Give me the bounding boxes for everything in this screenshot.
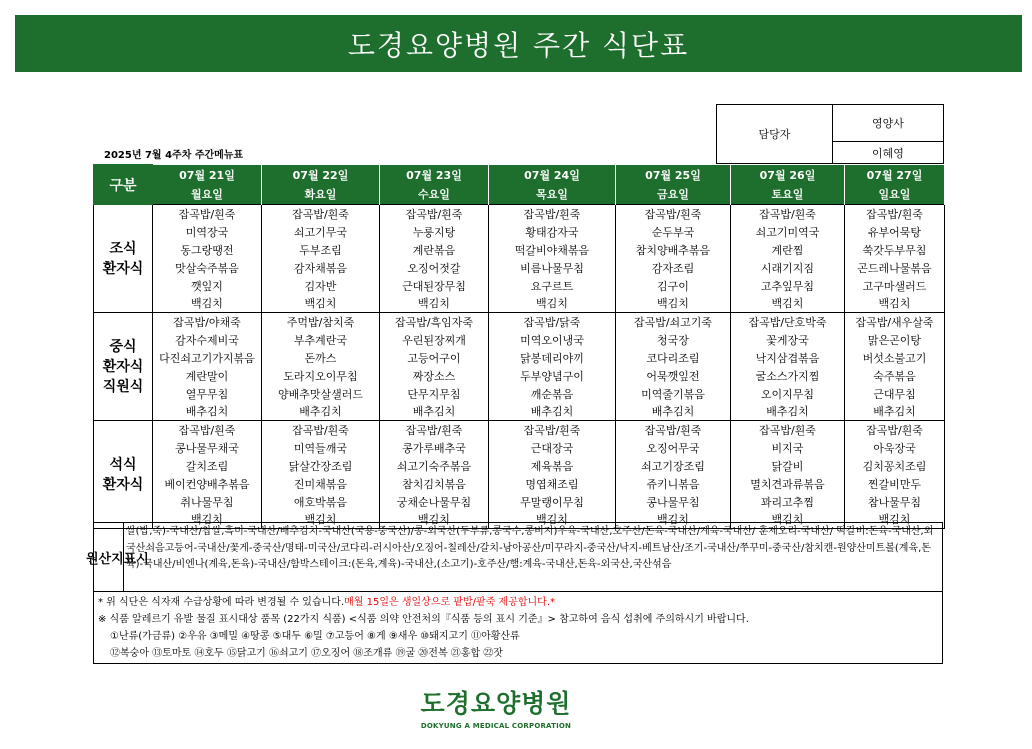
menu-item: 백김치 bbox=[153, 295, 262, 313]
menu-row bbox=[94, 259, 945, 277]
meal-label bbox=[94, 205, 153, 313]
menu-item: 꽈리고추찜 bbox=[731, 493, 845, 511]
menu-item: 비름나물무침 bbox=[489, 259, 616, 277]
date-header: 07월 25일 bbox=[616, 165, 731, 185]
menu-item: 근대장국 bbox=[489, 439, 616, 457]
menu-item: 맛살숙주볶음 bbox=[153, 259, 262, 277]
menu-item: 어묵깻잎전 bbox=[616, 367, 731, 385]
menu-item: 고구마샐러드 bbox=[845, 277, 945, 295]
menu-item: 감자수제비국 bbox=[153, 331, 262, 349]
menu-item: 잡곡밥/흰죽 bbox=[153, 421, 262, 439]
menu-item: 버섯소불고기 bbox=[845, 349, 945, 367]
menu-item: 순두부국 bbox=[616, 223, 731, 241]
date-header: 07월 23일 bbox=[380, 165, 489, 185]
menu-item: 동그랑땡전 bbox=[153, 241, 262, 259]
day-header: 일요일 bbox=[845, 185, 945, 205]
allergy-list-1: ①난류(가금류) ②우유 ③메밀 ④땅콩 ⑤대두 ⑥밀 ⑦고등어 ⑧게 ⑨새우 ⑩돼지고기 ⑪아황산류 bbox=[110, 631, 520, 642]
meal-label bbox=[94, 313, 153, 421]
menu-item: 배추김치 bbox=[845, 403, 945, 421]
meal-label-line: 석식 bbox=[109, 456, 137, 473]
menu-item: 오징어무국 bbox=[616, 439, 731, 457]
menu-item: 궁채순나물무침 bbox=[380, 493, 489, 511]
menu-item: 잡곡밥/단호박죽 bbox=[731, 313, 845, 331]
menu-item: 콩가루배추국 bbox=[380, 439, 489, 457]
origin-box bbox=[86, 522, 943, 592]
date-header: 07월 26일 bbox=[731, 165, 845, 185]
menu-item: 백김치 bbox=[731, 295, 845, 313]
menu-item: 아욱장국 bbox=[845, 439, 945, 457]
menu-item: 닭살간장조림 bbox=[262, 457, 380, 475]
menu-item: 김자반 bbox=[262, 277, 380, 295]
menu-item: 유부어묵탕 bbox=[845, 223, 945, 241]
menu-item: 콩나물무침 bbox=[616, 493, 731, 511]
menu-table bbox=[93, 164, 945, 529]
origin-text: 쌀(밥,죽)-국내산/찹쌀,흑미-국내산/배추김치-국내산(국용-중국산)/콩-외국산(두부류,콩국수,콩비지)우육-국내산,호주산/돈육-국내산/계육-국내산/ 훈제오리-국내산/ 떡갈비:돈육-국내산,외국산쇠음고등어-국내산/꽃게-중국산/명태-미국산/코다리-러시아산/오징어-칠레산/갈치-남아공산/미꾸라지-중국산/낙지-베트남산/조기-국내산/쭈꾸미-중국산/참치캔-원양산미트볼(계육,돈육)-국내산/비엔나(계육,돈육)-국내산/함박스테이크:(돈육,계육)-국내산,(소고기)-호주산/햄:계육-국내산,돈육-외국산,국산섞음 bbox=[126, 526, 934, 570]
menu-item: 백김치 bbox=[380, 511, 489, 529]
menu-row bbox=[94, 439, 945, 457]
menu-item: 꽃게장국 bbox=[731, 331, 845, 349]
menu-item: 잡곡밥/흰죽 bbox=[616, 205, 731, 223]
notice-line-1 bbox=[98, 594, 938, 611]
day-header: 토요일 bbox=[731, 185, 845, 205]
menu-row bbox=[94, 457, 945, 475]
day-header: 목요일 bbox=[489, 185, 616, 205]
menu-item: 맑은곤이탕 bbox=[845, 331, 945, 349]
menu-item: 찐갈비만두 bbox=[845, 475, 945, 493]
title-bar bbox=[15, 15, 1022, 72]
menu-row bbox=[94, 475, 945, 493]
page-title: 도경요양병원 주간 식단표 bbox=[347, 28, 690, 62]
menu-item: 잡곡밥/흰죽 bbox=[489, 205, 616, 223]
notice-change-text: * 위 식단은 식자재 수급상황에 따라 변경될 수 있습니다. bbox=[98, 597, 345, 608]
menu-item: 돈까스 bbox=[262, 349, 380, 367]
manager-label: 담당자 bbox=[717, 105, 833, 164]
menu-item: 잡곡밥/흰죽 bbox=[845, 205, 945, 223]
menu-item: 김구이 bbox=[616, 277, 731, 295]
menu-item: 미역들깨국 bbox=[262, 439, 380, 457]
meal-label bbox=[94, 421, 153, 529]
menu-item: 잡곡밥/야채죽 bbox=[153, 313, 262, 331]
menu-item: 잡곡밥/흰죽 bbox=[489, 421, 616, 439]
day-header: 화요일 bbox=[262, 185, 380, 205]
menu-row bbox=[94, 331, 945, 349]
menu-item: 배추김치 bbox=[489, 403, 616, 421]
menu-row bbox=[94, 223, 945, 241]
menu-item: 두부조림 bbox=[262, 241, 380, 259]
menu-item: 닭갈비 bbox=[731, 457, 845, 475]
menu-item: 낙지삼겹볶음 bbox=[731, 349, 845, 367]
menu-item: 백김치 bbox=[731, 511, 845, 529]
menu-item: 백김치 bbox=[153, 511, 262, 529]
menu-item: 부추계란국 bbox=[262, 331, 380, 349]
menu-item: 열무무침 bbox=[153, 385, 262, 403]
menu-row bbox=[94, 349, 945, 367]
menu-item: 잡곡밥/새우살죽 bbox=[845, 313, 945, 331]
menu-item: 백김치 bbox=[489, 511, 616, 529]
menu-item: 잡곡밥/닭죽 bbox=[489, 313, 616, 331]
menu-item: 시래기지짐 bbox=[731, 259, 845, 277]
menu-item: 진미채볶음 bbox=[262, 475, 380, 493]
menu-item: 미역오이냉국 bbox=[489, 331, 616, 349]
menu-item: 제육볶음 bbox=[489, 457, 616, 475]
logo-korean: 도경요양병원 bbox=[420, 689, 572, 718]
menu-body bbox=[94, 205, 945, 529]
menu-item: 배추김치 bbox=[380, 403, 489, 421]
menu-item: 깨순볶음 bbox=[489, 385, 616, 403]
menu-item: 코다리조림 bbox=[616, 349, 731, 367]
menu-row bbox=[94, 241, 945, 259]
day-header: 수요일 bbox=[380, 185, 489, 205]
menu-row bbox=[94, 277, 945, 295]
day-header: 금요일 bbox=[616, 185, 731, 205]
menu-item: 잡곡밥/흰죽 bbox=[262, 421, 380, 439]
menu-item: 잡곡밥/쇠고기죽 bbox=[616, 313, 731, 331]
menu-item: 김치꽁치조림 bbox=[845, 457, 945, 475]
menu-item: 쇠고기숙주볶음 bbox=[380, 457, 489, 475]
menu-item: 황태감자국 bbox=[489, 223, 616, 241]
logo-english: DOKYUNG A MEDICAL CORPORATION bbox=[420, 722, 572, 730]
menu-item: 백김치 bbox=[489, 295, 616, 313]
approval-table bbox=[716, 104, 944, 164]
menu-item: 백김치 bbox=[616, 511, 731, 529]
menu-item: 요구르트 bbox=[489, 277, 616, 295]
menu-item: 백김치 bbox=[616, 295, 731, 313]
menu-item: 닭봉데리야끼 bbox=[489, 349, 616, 367]
menu-item: 쇠고기장조림 bbox=[616, 457, 731, 475]
menu-item: 다진쇠고기가지볶음 bbox=[153, 349, 262, 367]
menu-item: 떡갈비야채볶음 bbox=[489, 241, 616, 259]
menu-row bbox=[94, 367, 945, 385]
menu-item: 미역장국 bbox=[153, 223, 262, 241]
menu-item: 계란볶음 bbox=[380, 241, 489, 259]
menu-item: 미역줄기볶음 bbox=[616, 385, 731, 403]
menu-row bbox=[94, 403, 945, 421]
menu-item: 쇠고기미역국 bbox=[731, 223, 845, 241]
menu-item: 배추김치 bbox=[153, 403, 262, 421]
menu-item: 청국장 bbox=[616, 331, 731, 349]
menu-item: 참나물무침 bbox=[845, 493, 945, 511]
menu-item: 잡곡밥/흰죽 bbox=[616, 421, 731, 439]
menu-item: 애호박볶음 bbox=[262, 493, 380, 511]
menu-item: 백김치 bbox=[262, 511, 380, 529]
menu-item: 백김치 bbox=[845, 295, 945, 313]
allergy-list-2: ⑫복숭아 ⑬토마토 ⑭호두 ⑮닭고기 ⑯쇠고기 ⑰오징어 ⑱조개류 ⑲굴 ⑳전복 ㉑홍합 ㉒잣 bbox=[110, 648, 503, 659]
menu-item: 참치김치볶음 bbox=[380, 475, 489, 493]
menu-item: 참치양배추볶음 bbox=[616, 241, 731, 259]
date-header: 07월 22일 bbox=[262, 165, 380, 185]
menu-item: 취나물무침 bbox=[153, 493, 262, 511]
menu-item: 감자채볶음 bbox=[262, 259, 380, 277]
menu-row bbox=[94, 385, 945, 403]
menu-item: 도라지오이무침 bbox=[262, 367, 380, 385]
menu-item: 우린된장찌개 bbox=[380, 331, 489, 349]
date-header: 07월 27일 bbox=[845, 165, 945, 185]
menu-item: 감자조림 bbox=[616, 259, 731, 277]
menu-item: 베이컨양배추볶음 bbox=[153, 475, 262, 493]
menu-item: 주먹밥/참치죽 bbox=[262, 313, 380, 331]
menu-row bbox=[94, 205, 945, 223]
menu-item: 명엽채조림 bbox=[489, 475, 616, 493]
menu-item: 곤드레나물볶음 bbox=[845, 259, 945, 277]
menu-item: 잡곡밥/흰죽 bbox=[731, 205, 845, 223]
week-subtitle: 2025년 7월 4주차 주간메뉴표 bbox=[104, 150, 244, 161]
menu-item: 두부양념구이 bbox=[489, 367, 616, 385]
meal-label-line: 중식 bbox=[109, 338, 137, 355]
menu-item: 배추김치 bbox=[262, 403, 380, 421]
menu-row bbox=[94, 295, 945, 313]
menu-item: 배추김치 bbox=[616, 403, 731, 421]
footer-logo bbox=[416, 684, 576, 730]
menu-item: 잡곡밥/흰죽 bbox=[731, 421, 845, 439]
menu-item: 잡곡밥/흰죽 bbox=[380, 421, 489, 439]
menu-item: 잡곡밥/흰죽 bbox=[262, 205, 380, 223]
menu-item: 무말랭이무침 bbox=[489, 493, 616, 511]
menu-item: 잡곡밥/흑임자죽 bbox=[380, 313, 489, 331]
menu-item: 갈치조림 bbox=[153, 457, 262, 475]
menu-item: 잡곡밥/흰죽 bbox=[153, 205, 262, 223]
meal-label-line: 조식 bbox=[109, 240, 137, 257]
origin-label-text: 원산지표시 bbox=[86, 551, 149, 567]
menu-row bbox=[94, 421, 945, 439]
menu-item: 근대된장무침 bbox=[380, 277, 489, 295]
menu-item: 잡곡밥/흰죽 bbox=[845, 421, 945, 439]
date-header: 07월 21일 bbox=[153, 165, 262, 185]
menu-item: 백김치 bbox=[380, 295, 489, 313]
menu-item: 단무지무침 bbox=[380, 385, 489, 403]
menu-item: 근대무침 bbox=[845, 385, 945, 403]
notice-birthday-text: 매월 15일은 생일상으로 팥밥/팥죽 제공합니다.* bbox=[344, 597, 556, 608]
menu-item: 비지국 bbox=[731, 439, 845, 457]
menu-item: 계란찜 bbox=[731, 241, 845, 259]
menu-item: 멸치견과류볶음 bbox=[731, 475, 845, 493]
menu-item: 잡곡밥/흰죽 bbox=[380, 205, 489, 223]
gubun-header: 구분 bbox=[94, 165, 153, 205]
menu-item: 백김치 bbox=[262, 295, 380, 313]
origin-label bbox=[86, 523, 149, 591]
menu-item: 고추잎무침 bbox=[731, 277, 845, 295]
menu-row bbox=[94, 493, 945, 511]
meal-label-line: 직원식 bbox=[102, 378, 144, 395]
menu-item: 배추김치 bbox=[731, 403, 845, 421]
menu-item: 계란말이 bbox=[153, 367, 262, 385]
menu-item: 쑥갓두부무침 bbox=[845, 241, 945, 259]
menu-item: 백김치 bbox=[845, 511, 945, 529]
menu-item: 굴소스가지찜 bbox=[731, 367, 845, 385]
menu-item: 쇠고기무국 bbox=[262, 223, 380, 241]
menu-item: 오이지무침 bbox=[731, 385, 845, 403]
date-header: 07월 24일 bbox=[489, 165, 616, 185]
meal-label-line: 환자식 bbox=[102, 260, 144, 277]
menu-item: 누룽지탕 bbox=[380, 223, 489, 241]
dietitian-name: 이혜영 bbox=[833, 142, 944, 164]
menu-row bbox=[94, 313, 945, 331]
menu-item: 오징어젓갈 bbox=[380, 259, 489, 277]
day-header: 월요일 bbox=[153, 185, 262, 205]
meal-label-line: 환자식 bbox=[102, 358, 144, 375]
menu-item: 콩나물무채국 bbox=[153, 439, 262, 457]
menu-item: 쥬키니볶음 bbox=[616, 475, 731, 493]
menu-item: 숙주볶음 bbox=[845, 367, 945, 385]
notice-line-2: ※ 식품 알레르기 유발 물질 표시대상 품목 (22가지 식품) <식품 의약 안전처의『식품 등의 표시 기준』> 참고하여 음식 섭취에 주의하시기 바랍니다. bbox=[98, 614, 749, 625]
date-row bbox=[94, 165, 945, 185]
menu-item: 양배추맛살샐러드 bbox=[262, 385, 380, 403]
menu-item: 깻잎지 bbox=[153, 277, 262, 295]
day-row bbox=[94, 185, 945, 205]
meal-label-line: 환자식 bbox=[102, 476, 144, 493]
menu-item: 고등어구이 bbox=[380, 349, 489, 367]
dietitian-label: 영양사 bbox=[833, 105, 944, 142]
menu-item: 짜장소스 bbox=[380, 367, 489, 385]
notice-box bbox=[93, 592, 943, 664]
